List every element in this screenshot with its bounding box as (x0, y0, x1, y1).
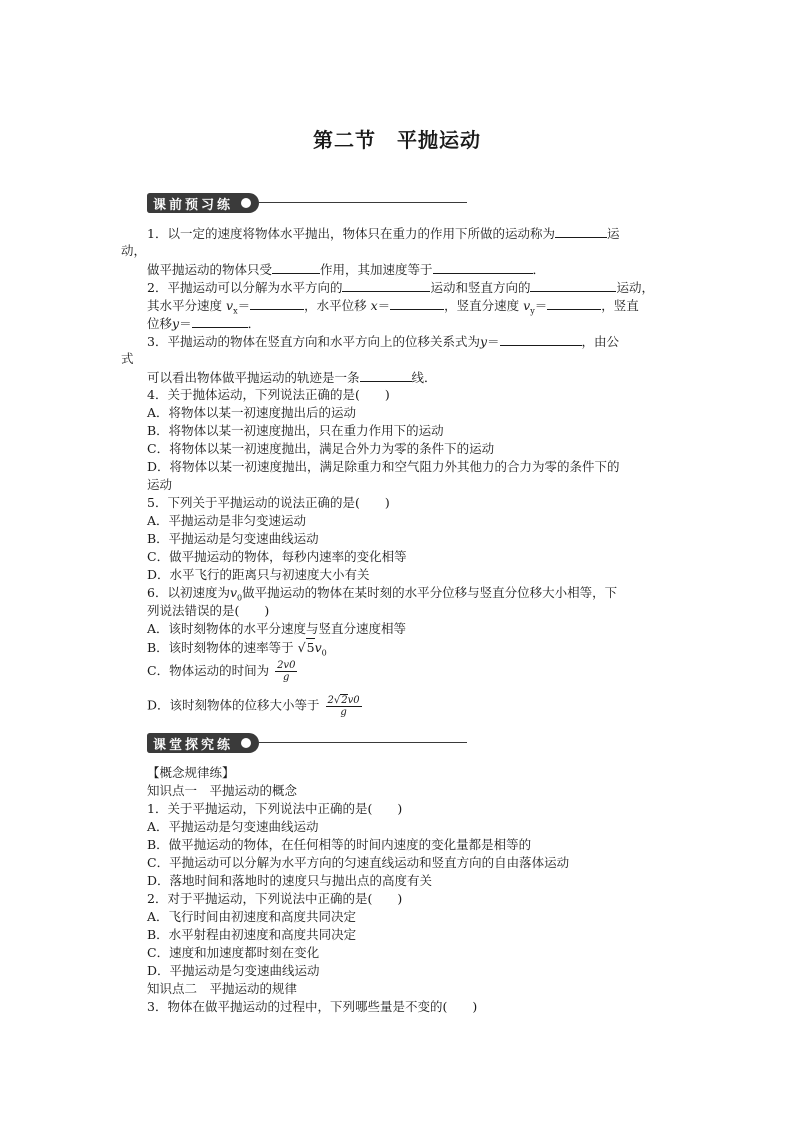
concept-question-2-option-a: A．飞行时间由初速度和高度共同决定 (147, 909, 357, 924)
question-4-option-d-cont: 运动 (147, 477, 173, 492)
banner-label: 课前预习练 (153, 198, 234, 213)
fraction-2v0-over-g: $\frac{2v0}{g}$ (277, 660, 296, 683)
banner-rule (259, 202, 467, 203)
question-1-line-3: 做平抛运动的物体只受 作用，其加速度等于 ． (147, 262, 546, 277)
question-6-stem-1: 6．以初速度为$v_0$做平抛运动的物体在某时刻的水平分位移与竖直分位移大小相等，下 (147, 585, 618, 603)
question-6-option-d: D．该时刻物体的位移大小等于 $\frac{2√2v0}{g}$ (147, 695, 360, 718)
fraction-2root2v0-over-g: $\frac{2√2v0}{g}$ (327, 695, 360, 718)
banner-label: 课堂探究练 (153, 738, 234, 753)
question-1-line-2: 动， (121, 243, 147, 258)
concept-question-2-option-d: D．平抛运动是匀变速曲线运动 (147, 963, 320, 978)
question-2-line-2: 其水平分速度 $v_x=$ ，水平位移 x＝ ，竖直分速度 $v_y=$ ，竖直 (147, 298, 639, 316)
question-6-option-b: B．该时刻物体的速率等于 $√5v_0$ (147, 640, 327, 658)
question-4-option-c: C．将物体以某一初速度抛出，满足合外力为零的条件下的运动 (147, 441, 495, 456)
concept-question-1-stem: 1．关于平抛运动，下列说法中正确的是( ) (147, 801, 403, 816)
concept-question-1-option-d: D．落地时间和落地时的速度只与抛出点的高度有关 (147, 873, 433, 888)
question-5-option-a: A．平抛运动是非匀变速运动 (147, 513, 307, 528)
question-5-option-b: B．平抛运动是匀变速曲线运动 (147, 531, 319, 546)
knowledge-point-1: 知识点一 平抛运动的概念 (147, 783, 298, 798)
banner-rule (259, 742, 467, 743)
question-3-line-1: 3．平抛运动的物体在竖直方向和水平方向上的位移关系式为y＝ ，由公 (147, 334, 620, 349)
question-3-line-3: 可以看出物体做平抛运动的轨迹是一条 线． (147, 370, 437, 385)
concept-question-2-stem: 2．对于平抛运动，下列说法中正确的是( ) (147, 891, 403, 906)
question-4-stem: 4．关于抛体运动，下列说法正确的是( ) (147, 387, 390, 402)
concept-question-1-option-a: A．平抛运动是匀变速曲线运动 (147, 819, 319, 834)
question-6-stem-2: 列说法错误的是( ) (147, 603, 270, 618)
question-6-option-c: C．物体运动的时间为 $\frac{2v0}{g}$ (147, 660, 296, 683)
knowledge-point-2: 知识点二 平抛运动的规律 (147, 981, 298, 996)
concept-question-2-option-c: C．速度和加速度都时刻在变化 (147, 945, 320, 960)
question-5-option-c: C．做平抛运动的物体，每秒内速率的变化相等 (147, 549, 407, 564)
question-5-stem: 5．下列关于平抛运动的说法正确的是( ) (147, 495, 390, 510)
question-2-line-1: 2．平抛运动可以分解为水平方向的 运动和竖直方向的 运动， (147, 280, 654, 295)
concept-question-2-option-b: B．水平射程由初速度和高度共同决定 (147, 927, 357, 942)
question-6-option-a: A．该时刻物体的水平分速度与竖直分速度相等 (147, 621, 407, 636)
question-4-option-b: B．将物体以某一初速度抛出，只在重力作用下的运动 (147, 423, 444, 438)
question-1-line-1: 1．以一定的速度将物体水平抛出，物体只在重力的作用下所做的运动称为 运 (147, 226, 620, 241)
page-title: 第二节 平抛运动 (313, 128, 481, 152)
question-5-option-d: D．水平飞行的距离只与初速度大小有关 (147, 567, 370, 582)
question-4-option-d: D．将物体以某一初速度抛出，满足除重力和空气阻力外其他力的合力为零的条件下的 (147, 459, 620, 474)
question-3-line-2: 式 (121, 351, 134, 366)
banner-dot-icon (241, 738, 251, 748)
question-4-option-a: A．将物体以某一初速度抛出后的运动 (147, 405, 357, 420)
question-2-line-3: 位移y＝ ． (147, 316, 261, 331)
concept-heading: 【概念规律练】 (147, 765, 235, 780)
banner-dot-icon (241, 198, 251, 208)
concept-question-1-option-c: C．平抛运动可以分解为水平方向的匀速直线运动和竖直方向的自由落体运动 (147, 855, 570, 870)
concept-question-1-option-b: B．做平抛运动的物体，在任何相等的时间内速度的变化量都是相等的 (147, 837, 532, 852)
concept-question-3-stem: 3．物体在做平抛运动的过程中，下列哪些量是不变的( ) (147, 999, 478, 1014)
